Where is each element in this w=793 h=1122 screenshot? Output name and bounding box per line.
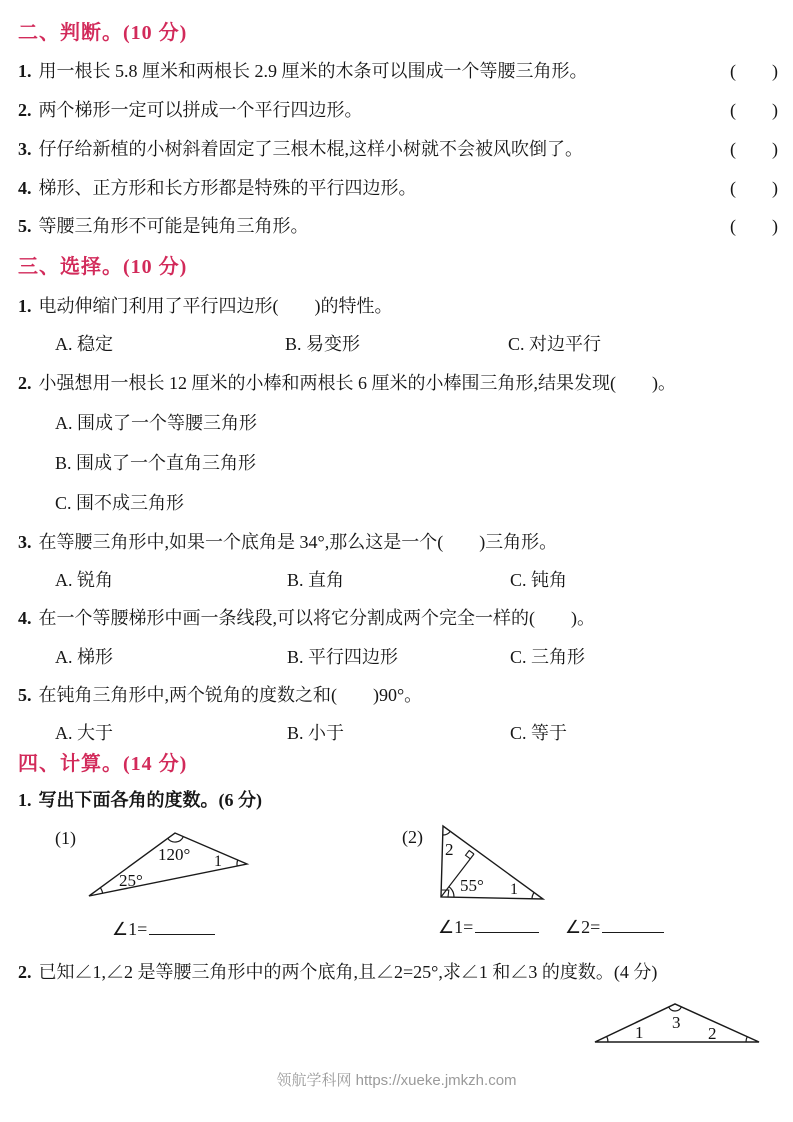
- question-number: 1.: [18, 61, 32, 81]
- question-number: 1.: [18, 790, 32, 810]
- option-a: A. 大于: [55, 723, 113, 743]
- choice-question-4: [18, 607, 595, 629]
- angle-1-label: 1: [510, 881, 518, 898]
- question-number: 2.: [18, 100, 32, 120]
- question-text: 仔仔给新植的小树斜着固定了三根木棍,这样小树就不会被风吹倒了。: [38, 139, 583, 159]
- judge-question-4: [18, 177, 778, 199]
- option-a: A. 稳定: [55, 334, 113, 354]
- option-c: C. 三角形: [510, 647, 586, 667]
- question-number: 3.: [18, 532, 32, 552]
- triangle-figure-1: [75, 822, 265, 907]
- blank-label: ∠2=: [565, 917, 601, 937]
- option-c: C. 钝角: [510, 570, 568, 590]
- fig1-answer-blank: [112, 918, 215, 940]
- section-judge-title: 二、判断。(10 分): [18, 22, 188, 44]
- question-number: 4.: [18, 608, 32, 628]
- answer-underline: [149, 918, 215, 935]
- answer-paren: ( ): [730, 178, 778, 198]
- question-number: 2.: [18, 373, 32, 393]
- blank-label: ∠1=: [112, 919, 148, 939]
- question-text: 在钝角三角形中,两个锐角的度数之和( )90°。: [38, 685, 423, 705]
- angle-left-label: 25°: [119, 871, 143, 890]
- angle-55-label: 55°: [460, 876, 484, 895]
- calc-question-2: [18, 961, 657, 983]
- angle-3-label: 3: [672, 1013, 681, 1032]
- question-text: 写出下面各角的度数。(6 分): [38, 790, 262, 810]
- angle-2-label: 2: [708, 1024, 717, 1043]
- judge-question-2: [18, 99, 778, 121]
- option-a: A. 梯形: [55, 647, 113, 667]
- answer-paren: ( ): [730, 139, 778, 159]
- option-c: C. 对边平行: [508, 334, 602, 354]
- question-text: 在一个等腰梯形中画一条线段,可以将它分割成两个完全一样的( )。: [38, 608, 595, 628]
- question-text: 电动伸缩门利用了平行四边形( )的特性。: [38, 296, 393, 316]
- option-a: A. 锐角: [55, 570, 113, 590]
- triangle-figure-2: [425, 815, 560, 907]
- section-choice-title: 三、选择。(10 分): [18, 256, 188, 278]
- option-b: B. 小于: [287, 723, 345, 743]
- choice-question-5: [18, 684, 422, 706]
- calc-question-1: [18, 789, 262, 811]
- choice-question-3: [18, 531, 557, 553]
- choice-q2-option-c: C. 围不成三角形: [55, 493, 185, 513]
- choice-q2-option-a: A. 围成了一个等腰三角形: [55, 413, 257, 433]
- choice-question-2: [18, 372, 676, 394]
- question-text: 在等腰三角形中,如果一个底角是 34°,那么这是一个( )三角形。: [38, 532, 558, 552]
- question-number: 1.: [18, 296, 32, 316]
- question-number: 5.: [18, 216, 32, 236]
- answer-underline: [475, 916, 539, 933]
- angle-1-label: 1: [214, 853, 222, 870]
- question-number: 2.: [18, 962, 32, 982]
- option-c: C. 等于: [510, 723, 568, 743]
- question-number: 3.: [18, 139, 32, 159]
- fig2-answer-blank-1: [438, 916, 539, 938]
- question-text: 两个梯形一定可以拼成一个平行四边形。: [38, 100, 363, 120]
- option-b: B. 平行四边形: [287, 647, 399, 667]
- fig2-answer-blank-2: [565, 916, 664, 938]
- angle-1-label: 1: [635, 1023, 644, 1042]
- question-text: 梯形、正方形和长方形都是特殊的平行四边形。: [38, 178, 417, 198]
- judge-question-5: [18, 215, 778, 237]
- question-text: 等腰三角形不可能是钝角三角形。: [38, 216, 309, 236]
- site-watermark: 领航学科网 https://xueke.jmkzh.com: [276, 1072, 517, 1089]
- option-b: B. 易变形: [285, 334, 361, 354]
- choice-q2-option-b: B. 围成了一个直角三角形: [55, 453, 257, 473]
- question-text: 已知∠1,∠2 是等腰三角形中的两个底角,且∠2=25°,求∠1 和∠3 的度数。(4 分): [38, 962, 658, 982]
- answer-paren: ( ): [730, 100, 778, 120]
- section-calc-title: 四、计算。(14 分): [18, 753, 188, 775]
- triangle-figure-3: [585, 995, 770, 1050]
- answer-paren: ( ): [730, 216, 778, 236]
- question-text: 用一根长 5.8 厘米和两根长 2.9 厘米的木条可以围成一个等腰三角形。: [38, 61, 588, 81]
- option-b: B. 直角: [287, 570, 345, 590]
- figure-1-label: (1): [55, 828, 76, 848]
- angle-2-label: 2: [445, 840, 454, 859]
- question-number: 4.: [18, 178, 32, 198]
- question-text: 小强想用一根长 12 厘米的小棒和两根长 6 厘米的小棒围三角形,结果发现( )。: [38, 373, 676, 393]
- blank-label: ∠1=: [438, 917, 474, 937]
- judge-question-3: [18, 138, 778, 160]
- angle-apex-label: 120°: [158, 845, 191, 864]
- answer-underline: [602, 916, 664, 933]
- judge-question-1: [18, 60, 778, 82]
- answer-paren: ( ): [730, 61, 778, 81]
- question-number: 5.: [18, 685, 32, 705]
- figure-2-label: (2): [402, 827, 423, 847]
- choice-question-1: [18, 295, 393, 317]
